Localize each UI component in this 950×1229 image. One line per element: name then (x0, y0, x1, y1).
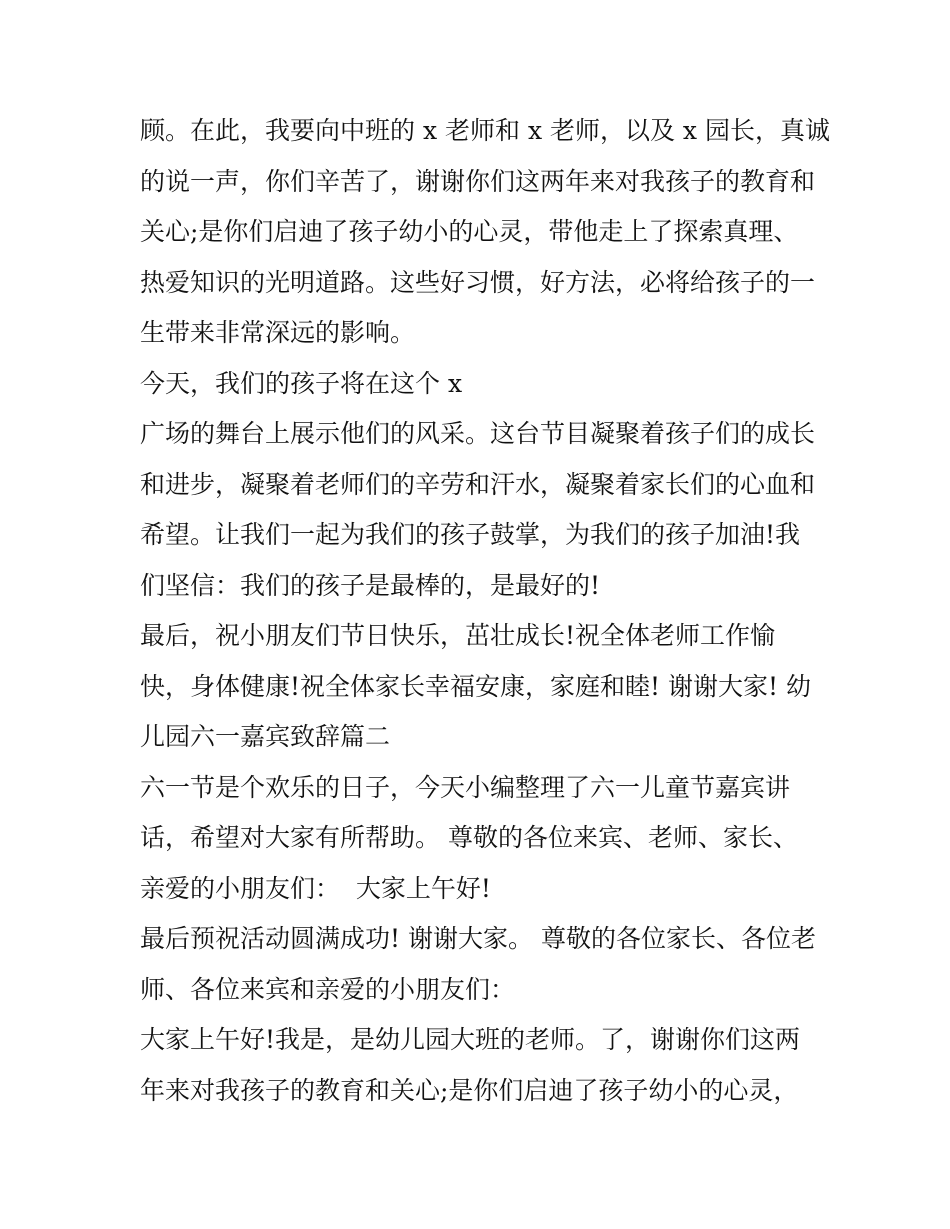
text-line-6: 今天，我们的孩子将在这个 x (140, 368, 463, 398)
text-line-17: 最后预祝活动圆满成功! 谢谢大家。 尊敬的各位家长、各位老 (140, 924, 816, 953)
text-line-15: 话，希望对大家有所帮助。 尊敬的各位来宾、老师、家长、 (140, 823, 798, 852)
text-line-16: 亲爱的小朋友们： 大家上午好! (140, 873, 491, 903)
text-line-13: 儿园六一嘉宾致辞篇二 (140, 722, 391, 751)
text-line-3: 关心;是你们启迪了孩子幼小的心灵，带他走上了探索真理、 (140, 217, 799, 246)
text-line-19: 大家上午好!我是，是幼儿园大班的老师。了，谢谢你们这两 (140, 1025, 801, 1054)
text-line-1: 顾。在此，我要向中班的 x 老师和 x 老师，以及 x 园长，真诚 (140, 116, 830, 145)
text-line-11: 最后，祝小朋友们节日快乐，茁壮成长!祝全体老师工作愉 (140, 621, 776, 650)
text-line-18: 师、各位来宾和亲爱的小朋友们： (140, 974, 516, 1004)
text-line-8: 和进步，凝聚着老师们的辛劳和汗水，凝聚着家长们的心血和 (140, 469, 816, 499)
text-line-5: 生带来非常深远的影响。 (140, 318, 416, 347)
text-line-14: 六一节是个欢乐的日子，今天小编整理了六一儿童节嘉宾讲 (140, 772, 791, 802)
text-line-12: 快，身体健康!祝全体家长幸福安康，家庭和睦! 谢谢大家! 幼 (140, 671, 812, 701)
text-line-2: 的说一声，你们辛苦了，谢谢你们这两年来对我孩子的教育和 (140, 166, 816, 196)
text-line-10: 们坚信：我们的孩子是最棒的，是最好的! (140, 570, 601, 600)
text-line-7: 广场的舞台上展示他们的风采。这台节目凝聚着孩子们的成长 (140, 419, 816, 448)
text-line-9: 希望。让我们一起为我们的孩子鼓掌，为我们的孩子加油!我 (140, 520, 801, 549)
document-body (140, 106, 830, 1116)
text-line-20: 年来对我孩子的教育和关心;是你们启迪了孩子幼小的心灵， (140, 1075, 799, 1105)
text-line-4: 热爱知识的光明道路。这些好习惯，好方法，必将给孩子的一 (140, 267, 816, 297)
